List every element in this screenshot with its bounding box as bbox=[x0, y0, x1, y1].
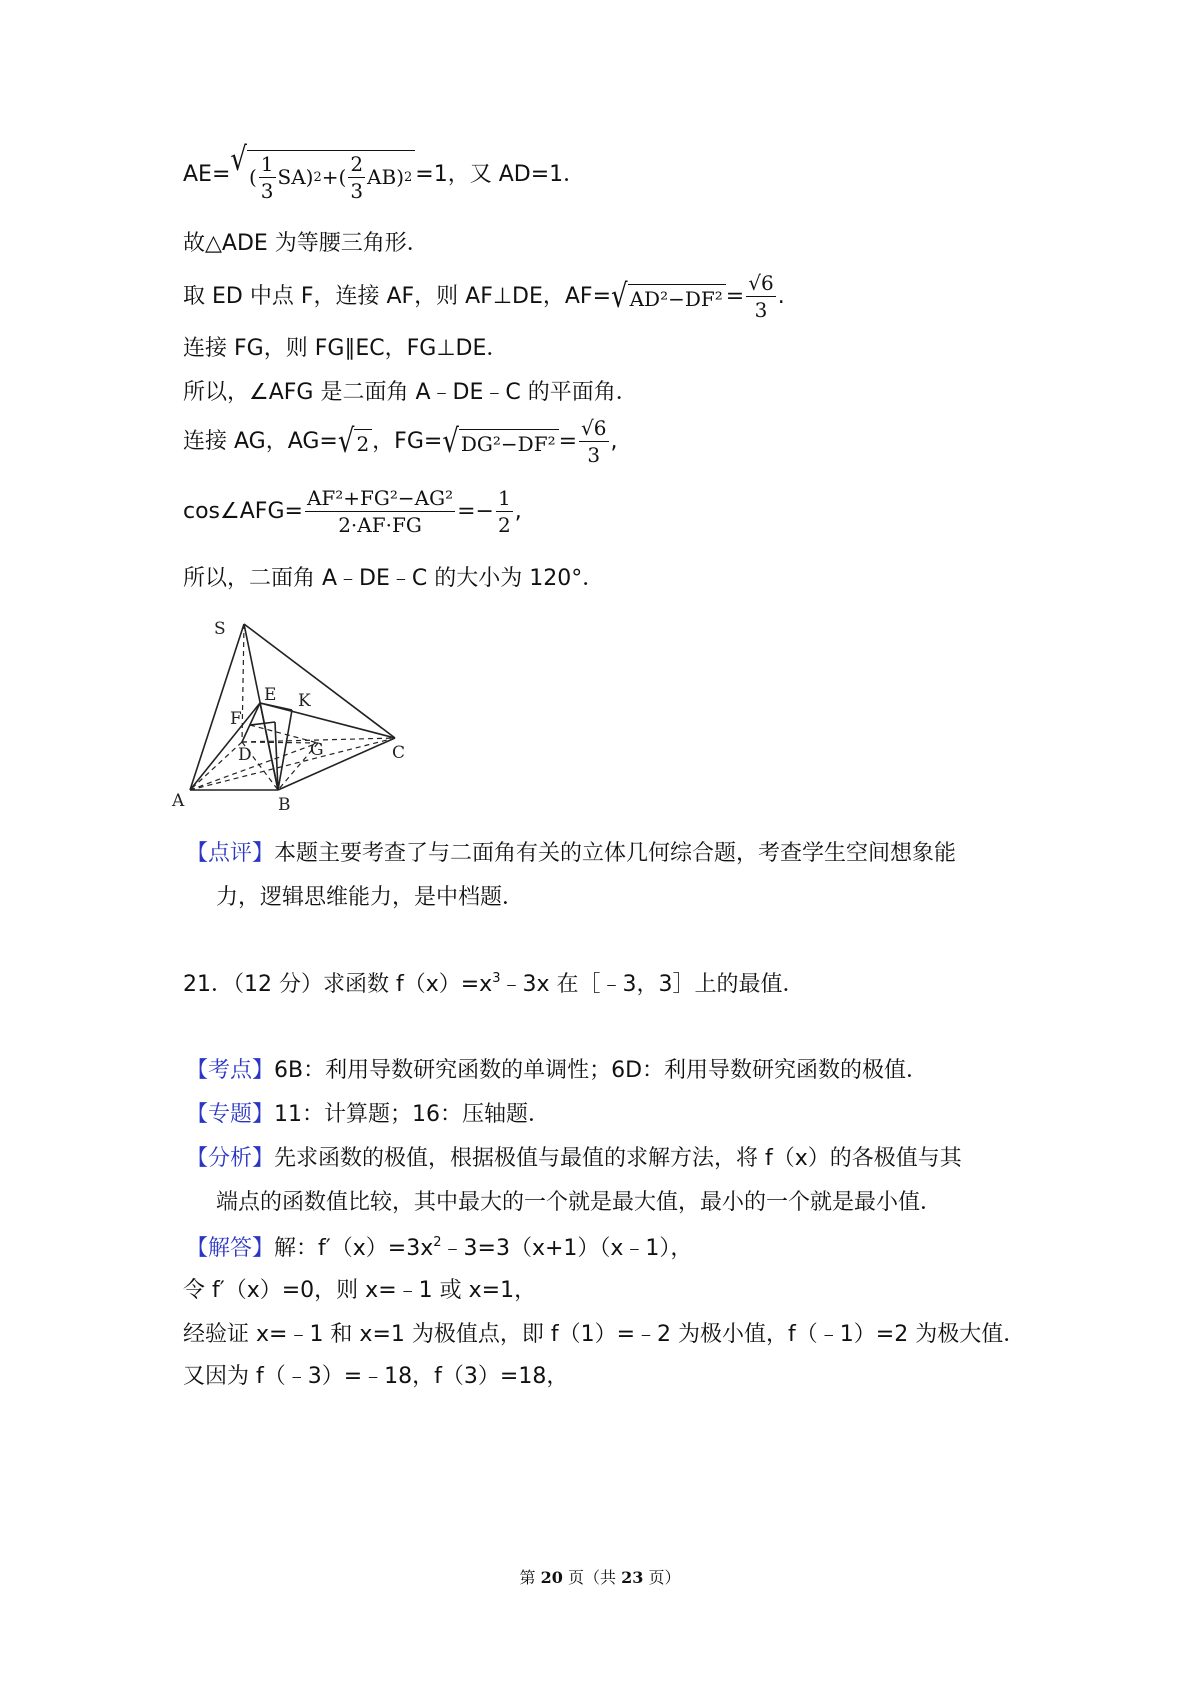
review-line-1: 【点评】本题主要考查了与二面角有关的立体几何综合题，考查学生空间想象能 bbox=[186, 841, 957, 866]
zhuanti-tag: 【专题】 bbox=[186, 1102, 275, 1127]
kaodian-line: 【考点】6B：利用导数研究函数的单调性；6D：利用导数研究函数的极值． bbox=[186, 1058, 929, 1083]
ling-line: 令 f′（x）=0，则 x=﹣1 或 x=1， bbox=[183, 1278, 537, 1303]
ae-prefix: AE= bbox=[183, 161, 231, 187]
edge-SC bbox=[244, 624, 395, 738]
page-footer: 第 20 页（共 23 页） bbox=[519, 1568, 681, 1587]
edge-KB bbox=[278, 710, 292, 790]
cos-line: cos∠AFG= $\frac{\text{AF²+FG²−AG²}}{2\cdot AF\cdot FG}$ =− $\frac{1}{2}$ , bbox=[183, 486, 522, 537]
result-line: 所以，二面角 A﹣DE﹣C 的大小为 120°． bbox=[183, 566, 605, 591]
cos-fraction: $\frac{\text{AF²+FG²−AG²}}{2\cdot AF\cdot FG}$ bbox=[306, 486, 454, 537]
jieda-tag: 【解答】 bbox=[186, 1236, 275, 1261]
fenxi-tag: 【分析】 bbox=[186, 1146, 275, 1171]
edge-SA bbox=[190, 624, 244, 790]
ae-formula bbox=[183, 141, 586, 203]
isosceles-line: 故△ADE 为等腰三角形． bbox=[183, 231, 429, 256]
youyin-line: 又因为 f（﹣3）=﹣18，f（3）=18， bbox=[183, 1364, 569, 1389]
ae-tail: =1，又 AD=1． bbox=[415, 161, 586, 187]
ag-fg-line: 连接 AG，AG= √ 2 ，FG= √ DG²−DF² = $\frac{√6}{3}$ , bbox=[183, 416, 618, 467]
label-F: F bbox=[230, 709, 242, 729]
kaodian-tag: 【考点】 bbox=[186, 1058, 275, 1083]
ag-sqrt: √ 2 bbox=[338, 429, 372, 455]
total-pages: 23 bbox=[621, 1568, 644, 1587]
label-K: K bbox=[298, 691, 311, 711]
verify-line: 经验证 x=﹣1 和 x=1 为极值点，即 f（1）=﹣2 为极小值，f（﹣1）=2 为极大值． bbox=[183, 1322, 1026, 1347]
fenxi-line-2: 端点的函数值比较，其中最大的一个就是最大值，最小的一个就是最小值． bbox=[216, 1190, 943, 1215]
review-line-2: 力，逻辑思维能力，是中档题． bbox=[216, 885, 525, 910]
label-D: D bbox=[238, 745, 252, 765]
fenxi-line-1: 【分析】先求函数的极值，根据极值与最值的求解方法，将 f（x）的各极值与其 bbox=[186, 1146, 962, 1171]
zhuanti-line: 【专题】11：计算题；16：压轴题． bbox=[186, 1102, 551, 1127]
plane-angle-line: 所以，∠AFG 是二面角 A﹣DE﹣C 的平面角． bbox=[183, 380, 638, 405]
fg-parallel-line: 连接 FG，则 FG∥EC，FG⊥DE． bbox=[183, 336, 509, 361]
jieda-line: 【解答】解：$f'(x)=3x^2﹣3=3(x+1)(x﹣1)$， bbox=[186, 1235, 693, 1261]
af-line: 取 ED 中点 F，连接 AF，则 AF⊥DE，AF= √ AD²−DF² = $\frac{√6}{3}$ . bbox=[183, 271, 785, 322]
pyramid-figure bbox=[172, 610, 440, 820]
af-sqrt: √ AD²−DF² bbox=[611, 284, 726, 310]
edge-DG-dashed bbox=[242, 742, 318, 743]
label-B: B bbox=[278, 795, 291, 815]
page-number: 20 bbox=[540, 1568, 563, 1587]
ae-sqrt: √ ( $\frac{1}{3}$ SA) 2 +( $\frac{2}{3}$ AB) 2 bbox=[230, 150, 415, 199]
fg-sqrt: √ DG²−DF² bbox=[442, 429, 558, 455]
label-C: C bbox=[392, 743, 406, 763]
label-S: S bbox=[214, 619, 226, 639]
label-E: E bbox=[264, 685, 277, 705]
edge-AC-dashed bbox=[190, 738, 395, 790]
edge-BC bbox=[278, 738, 395, 790]
label-G: G bbox=[310, 740, 324, 760]
review-tag: 【点评】 bbox=[186, 841, 275, 866]
edge-Fx bbox=[250, 722, 275, 725]
question-21: 21．（12 分）求函数 $f(x)=x^3﹣3x$ 在［﹣3，3］上的最值． bbox=[183, 971, 805, 997]
label-A: A bbox=[172, 791, 185, 811]
